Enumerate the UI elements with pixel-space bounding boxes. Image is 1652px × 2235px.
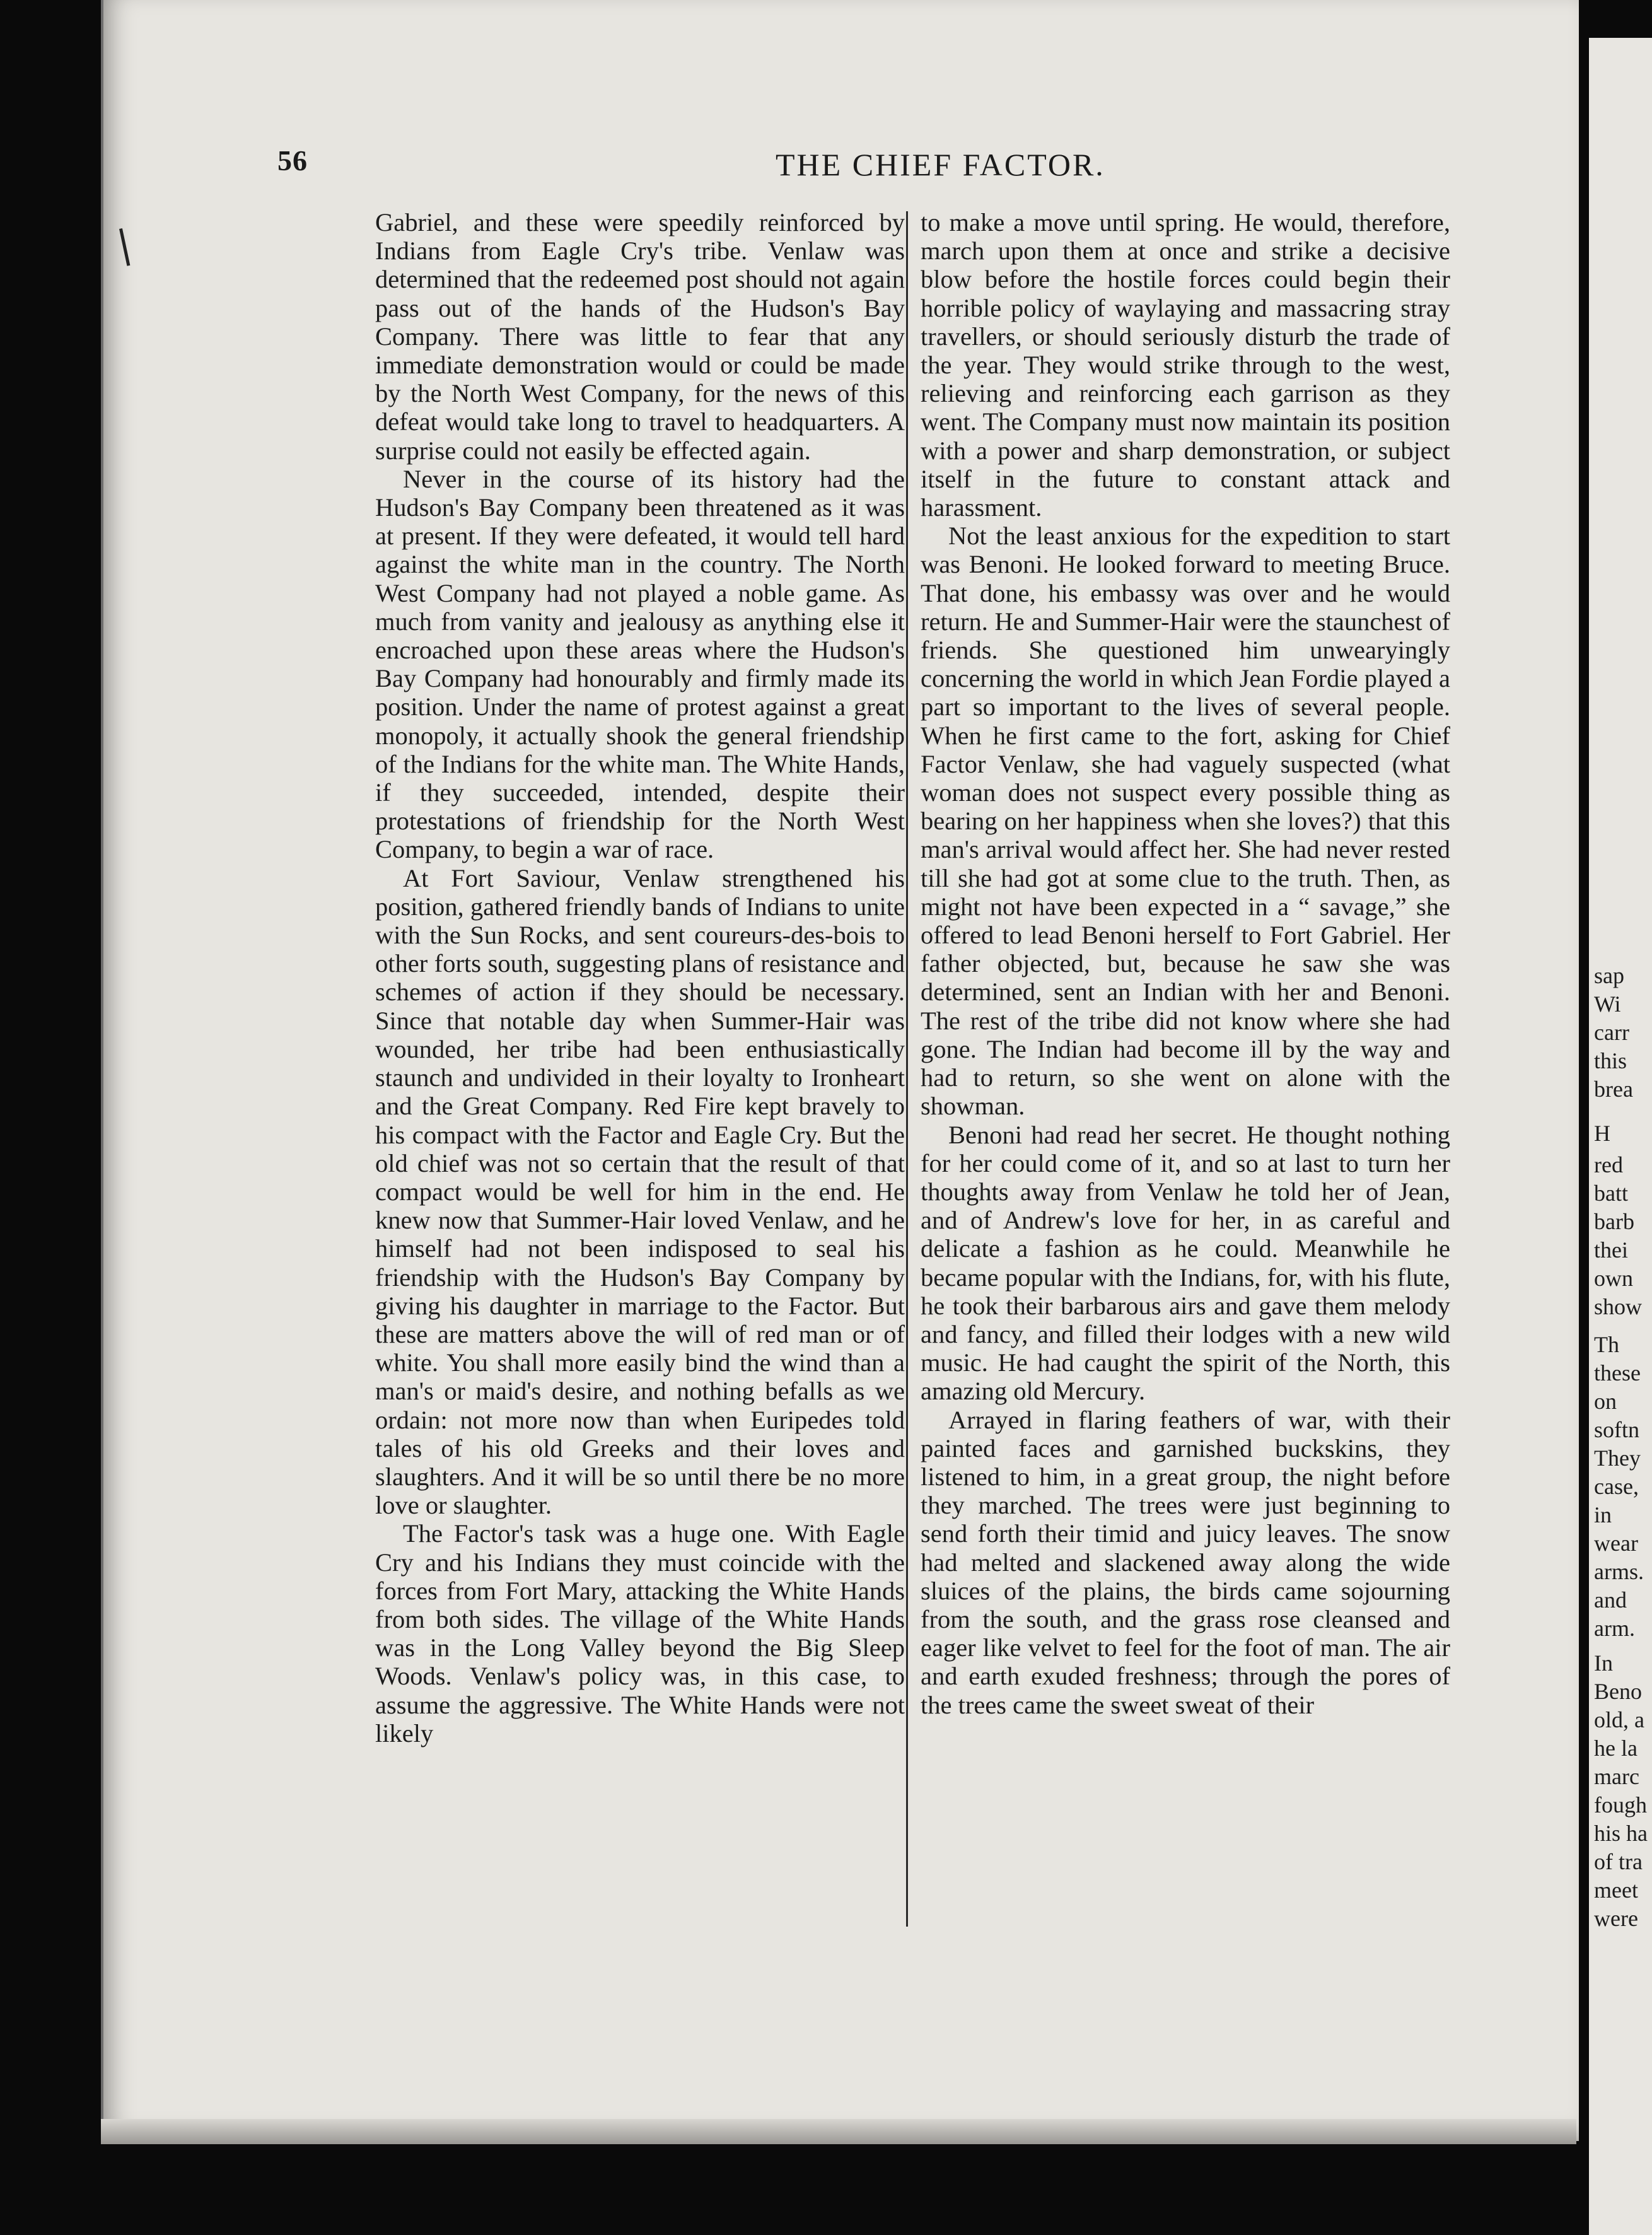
right-paragraph: Benoni had read her secret. He thought nothing for her could come of it, and so at last to turn her thoughts away from Venlaw he told her of Jean, and of Andrew's love for her, in as careful and delicate a fashion as he could. Meanwhile he became popular with the Indians, for, with his flute, he took their barbarous airs and gave them melody and fancy, and filled their lodges with a new wild music. He had caught the spirit of the North, this amazing old Mercury. <box>921 1120 1450 1406</box>
left-paragraph: Never in the course of its history had the Hudson's Bay Company been threatened as it was at present. If they were defeated, it would tell hard against the white man in the country. The North West Company had not played a noble game. As much from vanity and jealousy as anything else it encroached upon these areas where the Hudson's Bay Company had honourably and firmly made its position. Under the name of protest against a great monopoly, it actually shook the general friendship of the Indians for the white man. The White Hands, if they succeeded, intended, despite their protestations of friendship for the North West Company, to begin a war of race. <box>375 464 905 864</box>
adjacent-page-fragment: on <box>1594 1389 1617 1414</box>
adjacent-page-fragment: wear <box>1594 1531 1638 1556</box>
running-title: THE CHIEF FACTOR. <box>776 147 1105 182</box>
page-bottom-edge <box>101 2119 1576 2144</box>
adjacent-page-fragment: arm. <box>1594 1616 1635 1641</box>
adjacent-page-fragment: softn <box>1594 1417 1639 1442</box>
right-column <box>921 208 1450 1719</box>
adjacent-page-fragment: old, a <box>1594 1707 1644 1732</box>
adjacent-page-fragment: show <box>1594 1294 1643 1319</box>
adjacent-page-fragment: case, <box>1594 1474 1639 1499</box>
page-number: 56 <box>277 144 308 177</box>
column-divider <box>906 211 908 1927</box>
right-paragraph: Arrayed in flaring feathers of war, with their painted faces and garnished buckskins, they listened to him, in a great group, the night before they marched. The trees were just beginning to send forth their timid and juicy leaves. The snow had melted and slackened away along the wide sluices of the plains, the birds came sojourning from the south, and the grass rose cleansed and eager like velvet to feel for the foot of man. The air and earth exuded freshness; through the pores of the trees came the sweet sweat of their <box>921 1405 1450 1719</box>
adjacent-page-fragment: he la <box>1594 1736 1637 1761</box>
right-paragraph: to make a move until spring. He would, therefore, march upon them at once and strike a decisive blow before the hostile forces could begin their horrible policy of waylaying and massacring stray travellers, or should seriously disturb the trade of the year. They would strike through to the west, relieving and reinforcing each garrison as they went. The Company must now maintain its position with a power and sharp demonstration, or subject itself in the future to constant attack and harassment. <box>921 208 1450 522</box>
adjacent-page-fragment: and <box>1594 1587 1627 1613</box>
adjacent-page-fragment: meet <box>1594 1877 1638 1903</box>
adjacent-page-fragment: sap <box>1594 963 1624 988</box>
adjacent-page-fragment: H <box>1594 1121 1610 1146</box>
adjacent-page-fragment: his ha <box>1594 1821 1648 1846</box>
adjacent-page-fragment: in <box>1594 1502 1612 1527</box>
adjacent-page-fragment: barb <box>1594 1209 1634 1234</box>
adjacent-page-fragment: fough <box>1594 1792 1647 1818</box>
adjacent-page-fragment: They <box>1594 1445 1641 1471</box>
left-column <box>375 208 905 1748</box>
adjacent-page-fragment: thei <box>1594 1237 1628 1263</box>
adjacent-page-fragment: of tra <box>1594 1849 1643 1874</box>
adjacent-page-fragment: were <box>1594 1906 1638 1931</box>
adjacent-page-fragment: these <box>1594 1360 1641 1386</box>
adjacent-page-fragment: brea <box>1594 1077 1633 1102</box>
adjacent-page <box>1589 38 1652 2235</box>
adjacent-page-fragment: this <box>1594 1048 1627 1073</box>
left-paragraph: At Fort Saviour, Venlaw strengthened his position, gathered friendly bands of Indians to unite with the Sun Rocks, and sent coureurs-des-bois to other forts south, suggesting plans of resistance and schemes of action if they should be necessary. Since that notable day when Summer-Hair was wounded, her tribe had been enthusiastically staunch and undivided in their loyalty to Ironheart and the Great Company. Red Fire kept bravely to his compact with the Factor and Eagle Cry. But the old chief was not so certain that the result of that compact would be well for him in the end. He knew now that Summer-Hair loved Venlaw, and he himself had not been indisposed to seal his friendship with the Hudson's Bay Company by giving his daughter in marriage to the Factor. But these are matters above the will of red man or of white. You shall more easily bind the wind than a man's or maid's desire, and nothing befalls as we ordain: not more now than when Euripedes told tales of his old Greeks and their loves and slaughters. And it will be so until there be no more love or slaughter. <box>375 863 905 1520</box>
adjacent-page-fragment: arms. <box>1594 1559 1644 1584</box>
left-paragraph: Gabriel, and these were speedily reinforced by Indians from Eagle Cry's tribe. Venlaw was determined that the redeemed post should not again pass out of the hands of the Hudson's Bay Company. There was little to fear that any immediate demonstration would or could be made by the North West Company, for the news of this defeat would take long to travel to headquarters. A surprise could not easily be effected again. <box>375 208 905 465</box>
adjacent-page-fragment: batt <box>1594 1181 1628 1206</box>
adjacent-page-fragment: Wi <box>1594 991 1621 1017</box>
left-paragraph: The Factor's task was a huge one. With Eagle Cry and his Indians they must coincide with the forces from Fort Mary, attacking the White Hands from both sides. The village of the White Hands was in the Long Valley beyond the Big Sleep Woods. Venlaw's policy was, in this case, to assume the aggressive. The White Hands were not likely <box>375 1519 905 1748</box>
adjacent-page-fragment: Th <box>1594 1332 1619 1357</box>
adjacent-page-fragment: marc <box>1594 1764 1639 1789</box>
adjacent-page-fragment: Beno <box>1594 1679 1642 1704</box>
adjacent-page-fragment: red <box>1594 1152 1623 1177</box>
adjacent-page-fragment: own <box>1594 1266 1633 1291</box>
right-paragraph: Not the least anxious for the expedition to start was Benoni. He looked forward to meeting Bruce. That done, his embassy was over and he would return. He and Summer-Hair were the staunchest of friends. She questioned him unwearyingly concerning the world in which Jean Fordie played a part so important to the lives of several people. When he first came to the fort, asking for Chief Factor Venlaw, she had vaguely suspected (what woman does not suspect every possible thing as bearing on her happiness when she loves?) that this man's arrival would affect her. She had never rested till she had got at some clue to the truth. Then, as might not have been expected in a “ savage,” she offered to lead Benoni herself to Fort Gabriel. Her father objected, but, because he saw she was determined, sent an Indian with her and Benoni. The rest of the tribe did not know where she had gone. The Indian had become ill by the way and had to return, so she went on alone with the showman. <box>921 522 1450 1121</box>
adjacent-page-fragment: carr <box>1594 1020 1629 1045</box>
adjacent-page-fragment: In <box>1594 1650 1613 1676</box>
